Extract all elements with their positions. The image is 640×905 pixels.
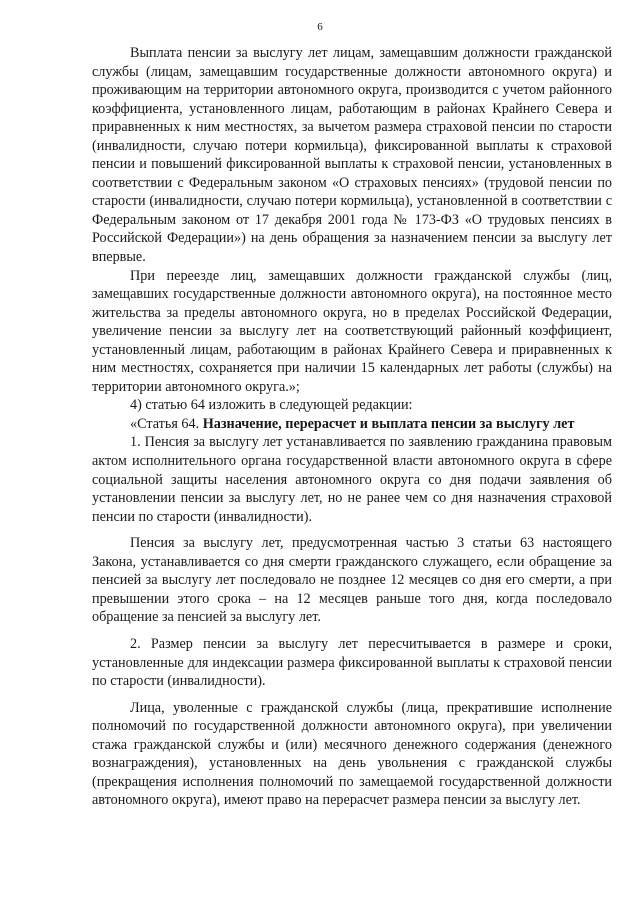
article-prefix: «Статья 64.	[130, 415, 203, 432]
article-paragraph-2: Пенсия за выслугу лет, предусмотренная частью 3 статьи 63 настоящего Закона, устанавливается со дня смерти гражданского служащего, если обращение за пенсией за выслугу лет последовало не позднее 12 месяцев со дня его смерти, а при превышении этого срока – на 12 месяцев раньше того дня, когда последовало обращение за пенсией за выслугу лет.	[92, 535, 612, 626]
article-paragraph-1: 1. Пенсия за выслугу лет устанавливается по заявлению гражданина правовым актом исполнительного органа государственной власти автономного округа в сфере социальной защиты населения автономного округа со дня подачи заявления об установлении пенсии за выслугу лет, но не ранее чем со дня назначения страховой пенсии по старости (инвалидности).	[92, 434, 612, 525]
article-paragraph-3: 2. Размер пенсии за выслугу лет пересчитывается в размере и сроки, установленные для индексации размера фиксированной выплаты к страховой пенсии по старости (инвалидности).	[92, 635, 612, 690]
article-heading	[92, 415, 612, 434]
paragraph-amendment-intro: 4) статью 64 изложить в следующей редакции:	[130, 397, 413, 414]
paragraph-pension-payment: Выплата пенсии за выслугу лет лицам, замещавшим должности гражданской службы (лицам, замещавшим государственные должности автономного округа) и проживающим на территории автономного округа, производится с учетом районного коэффициента, установленного лицам, работающим в районах Крайнего Севера и приравненных к ним местностях, за вычетом размера страховой пенсии по старости (инвалидности, случаю потери кормильца), фиксированной выплаты к страховой пенсии и повышений фиксированной выплаты к страховой пенсии, установленных в соответствии с Федеральным законом «О страховых пенсиях» (трудовой пенсии по старости (инвалидности, случаю потери кормильца), установленной в соответствии с Федеральным законом от 17 декабря 2001 года № 173-ФЗ «О трудовых пенсиях в Российской Федерации») на день обращения за назначением пенсии за выслугу лет впервые.	[92, 45, 612, 266]
paragraph-relocation: При переезде лиц, замещавших должности гражданской службы (лиц, замещавших государственные должности автономного округа), на постоянное место жительства за пределы автономного округа, но в пределах Российской Федерации, увеличение пенсии за выслугу лет на соответствующий районный коэффициент, установленный лицам, работающим в районах Крайнего Севера и приравненных к ним местностях, сохраняется при наличии 15 календарных лет работы (службы) на территории автономного округа.»;	[92, 267, 612, 395]
article-paragraph-4: Лица, уволенные с гражданской службы (лица, прекратившие исполнение полномочий по государственной должности автономного округа), при увеличении стажа гражданской службы и (или) месячного денежного содержания (денежного вознаграждения), установленных на день увольнения с гражданской службы (прекращения исполнения полномочий по замещаемой государственной должности автономного округа), имеют право на перерасчет размера пенсии за выслугу лет.	[92, 699, 612, 809]
page-number: 6	[317, 21, 323, 33]
article-title: Назначение, перерасчет и выплата пенсии за выслугу лет	[202, 415, 575, 432]
document-body	[92, 44, 612, 810]
